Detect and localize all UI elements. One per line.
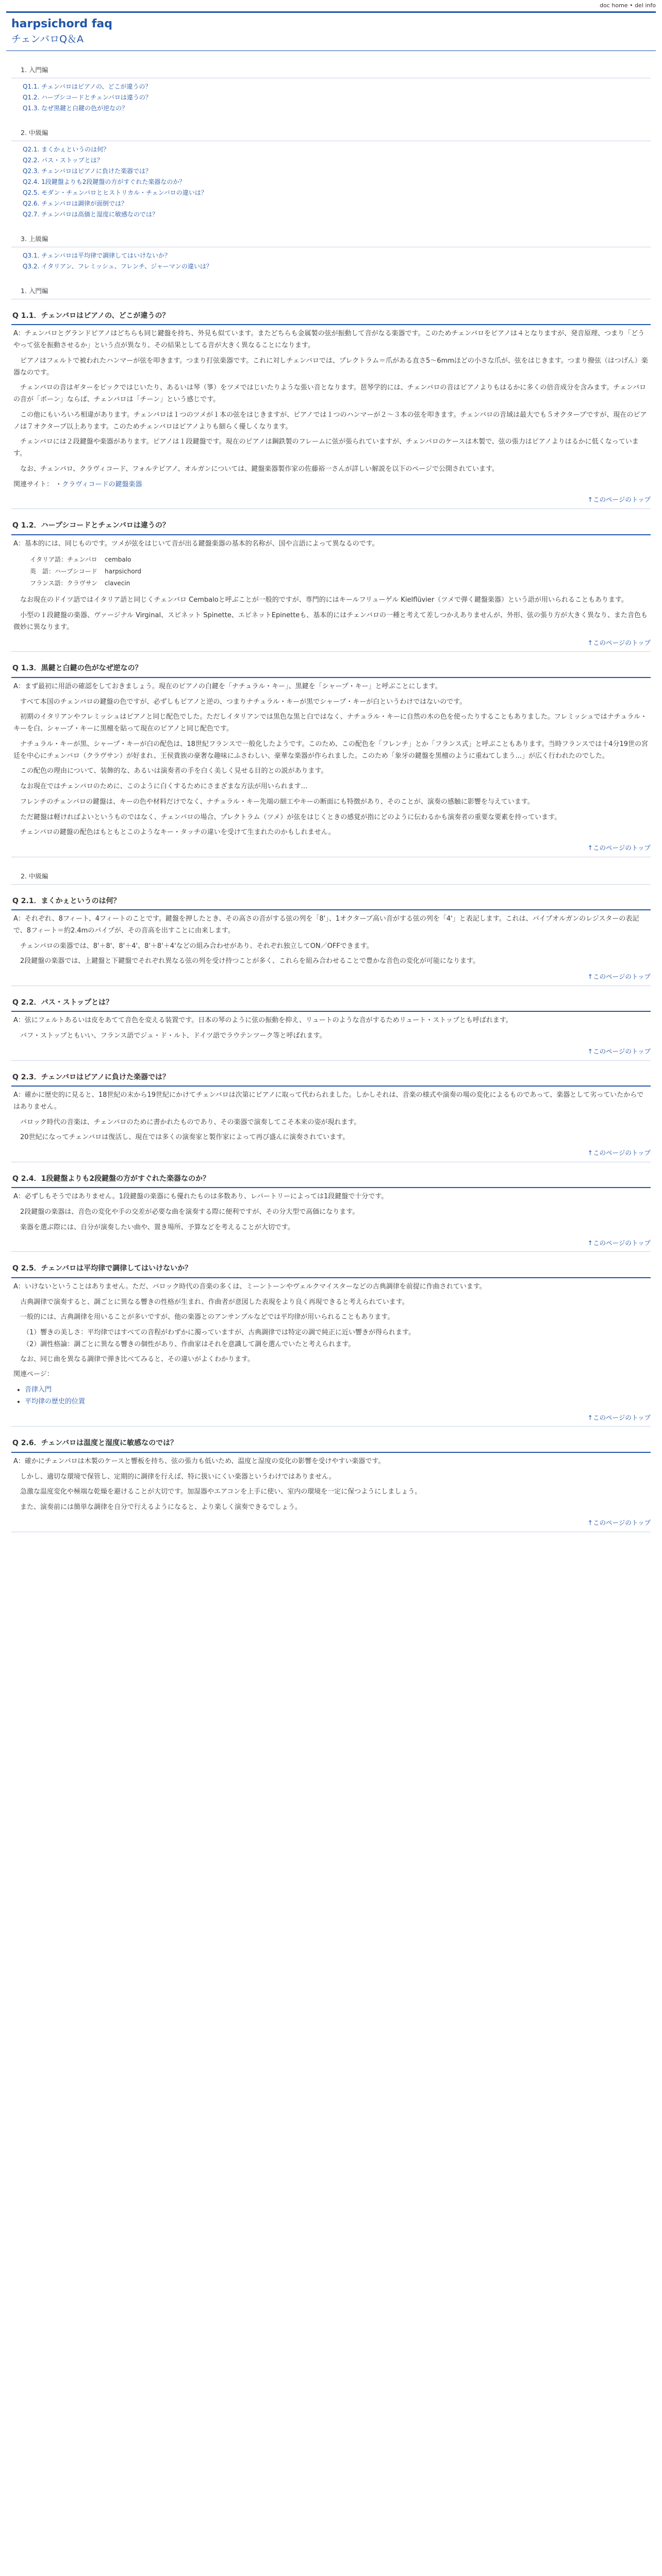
- question-block: [11, 1262, 651, 1427]
- answer-paragraph: しかし、適切な環境で保管し、定期的に調律を行えば、特に扱いにくい楽器というわけではありません。: [20, 1472, 336, 1481]
- to-top-link[interactable]: ↑このページのトップ: [587, 973, 651, 981]
- answer-paragraph: バフ・ストップともいい、フランス語でジュ・ド・ルト、ドイツ語でラウテンツーク等と呼ばれます。: [20, 1032, 326, 1040]
- answer-paragraph: また、演奏前には簡単な調律を自分で行えるようになると、より楽しく演奏できるでしょう。: [20, 1503, 302, 1512]
- list-item: （2）調性格論：調ごとに異なる響きの個性があり、作曲家はそれを意識して調を選んでいたと考えられます。: [23, 1340, 355, 1348]
- answer-paragraph: 20世紀になってチェンバロは復活し、現在では多くの演奏家と製作家によって再び盛んに演奏されています。: [20, 1133, 350, 1142]
- top-links: [0, 0, 662, 11]
- answer-paragraph: チェンバロの楽器では、8'＋8'、8'＋4'、8'＋8'＋4'などの組み合わせがあり、それぞれ独立してON／OFFできます。: [20, 942, 373, 950]
- answer-paragraph: なお、チェンバロ、クラヴィコード、フォルテピアノ、オルガンについては、鍵盤楽器製作家の佐藤裕一さんが詳しい解説を以下のページで公開されています。: [20, 465, 499, 473]
- toc-link[interactable]: Q2.3. チェンバロはピアノに負けた楽器では？: [23, 167, 152, 175]
- toc-section-2-heading: 2. 中級編: [11, 122, 651, 141]
- question-title: Q 1.1．チェンバロはピアノの、どこが違うの？: [11, 310, 651, 326]
- list-item: （1）響きの美しさ：平均律ではすべての音程がわずかに濁っていますが、古典調律では特定の調で純正に近い響きが得られます。: [23, 1329, 415, 1337]
- toc-link[interactable]: Q3.2. イタリアン、フレミッシュ、フレンチ、ジャーマンの違いは？: [23, 262, 212, 270]
- table-row: [30, 578, 148, 589]
- toc-list-2: [23, 144, 651, 220]
- doc-home-link[interactable]: doc home: [600, 2, 628, 9]
- answer-paragraph: なお、同じ曲を異なる調律で弾き比べてみると、その違いがよくわかります。: [20, 1355, 254, 1363]
- question-block: [11, 1071, 651, 1162]
- answer-paragraph: なお現在のドイツ語ではイタリア語と同じくチェンバロ Cembaloと呼ぶことが一般的ですが、専門的にはキールフリューゲル Kielflüvier（ツメで弾く鍵盤楽器）という語が用いられることもあります。: [20, 596, 628, 604]
- answer-body: [11, 678, 651, 839]
- bullet-icon: ・: [55, 480, 62, 488]
- to-top-link[interactable]: ↑このページのトップ: [587, 1149, 651, 1157]
- question-title: Q 2.3．チェンバロはピアノに負けた楽器では？: [11, 1071, 651, 1087]
- table-cell: harpsichord: [105, 568, 142, 575]
- list-item: [25, 1384, 649, 1396]
- answer-paragraph: A：弦にフェルトあるいは皮をあてて音色を変える装置です。日本の琴のように弦の振動を抑え、リュートのような音がするためリュート・ストップとも呼ばれます。: [13, 1016, 512, 1025]
- toc-link[interactable]: Q1.3. なぜ黒鍵と白鍵の色が逆なの？: [23, 105, 128, 112]
- answer-paragraph: 小型の１段鍵盤の楽器、ヴァージナル Virginal、スピネット Spinette、エピネットEpinetteも、基本的にはチェンバロの一種と考えて差しつかえありませんが、外形、弦の張り方が大きく異なり、また音色も微妙に異なります。: [13, 612, 648, 631]
- answer-paragraph: ただ鍵盤は軽ければよいというものではなく、チェンバロの場合、プレクトラム（ツメ）が弦をはじくときの感覚が指にどのように伝わるかも演奏者の重要な要素を持っています。: [20, 813, 561, 821]
- answer-paragraph: A：それぞれ、8フィート、4フィートのことです。鍵盤を押したとき、その高さの音がする弦の列を「8'」、1オクターブ高い音がする弦の列を「4'」と表記します。これは、パイプオルガンのレジスターの表記で、8フィート＝約2.4mのパイプが、その音高を出すことに由来します。: [13, 915, 639, 935]
- answer-body: [11, 1453, 651, 1514]
- related-link[interactable]: 音律入門: [25, 1386, 52, 1394]
- to-top-link[interactable]: ↑このページのトップ: [587, 844, 651, 852]
- answer-body: [11, 1012, 651, 1042]
- answer-paragraph: A：必ずしもそうではありません。1段鍵盤の楽器にも優れたものは多数あり、レパートリーによっては1段鍵盤で十分です。: [13, 1193, 388, 1201]
- question-block: [11, 1437, 651, 1532]
- question-block: [11, 519, 651, 652]
- answer-paragraph: フレンチのチェンバロの鍵盤は、キーの色や材料だけでなく、ナチュラル・キー先端の細工やキーの断面にも特徴があり、そのことが、演奏の感触に影響を与えています。: [20, 798, 534, 806]
- answer-paragraph: ピアノはフェルトで被われたハンマーが弦を叩きます。つまり打弦楽器です。これに対しチェンバロでは、プレクトラム＝爪がある直さ5～6mmほどの小さな爪が、弦をはじきます。つまり撥弦（はつげん）楽器なのです。: [13, 357, 648, 377]
- answer-body: [11, 1188, 651, 1233]
- table-cell: cembalo: [105, 556, 131, 564]
- toc-list-1: [23, 81, 651, 114]
- table-row: [30, 554, 148, 566]
- answer-paragraph: この他にもいろいろ相違があります。チェンバロは１つのツメが１本の弦をはじきますが、ピアノでは１つのハンマーが２～３本の弦を叩きます。チェンバロの音域は最大でも５オクターブですが、現在のピアノは７オクターブ以上あります。このためチェンバロはピアノよりも細らく優しくなります。: [13, 411, 647, 431]
- to-top-link[interactable]: ↑このページのトップ: [587, 496, 651, 504]
- to-top-row: [11, 637, 651, 652]
- to-top-link[interactable]: ↑このページのトップ: [587, 1239, 651, 1247]
- table-cell: フランス語：クラヴサン: [30, 580, 98, 587]
- toc-link[interactable]: Q2.2. パス・ストップとは？: [23, 157, 103, 164]
- to-top-link[interactable]: ↑このページのトップ: [587, 1413, 651, 1421]
- toc-list-3: [23, 250, 651, 272]
- to-top-row: [11, 1412, 651, 1427]
- reason-list: [23, 1327, 649, 1351]
- answer-paragraph: ナチュラル・キーが黒、シャープ・キーが白の配色は、18世紀フランスで一般化したようです。このため、この配色を「フレンチ」とか「フランス式」と呼ぶこともあります。当時フランスでは十4分19世の宮廷を中心にチェンバロ（クラヴサン）が好まれ、王侯貴族の豪奢な趣味にふさわしい、豪華な楽器が作られました。このため「象牙の鍵盤を黒檀のように重ねてしまう...」が広く行われたのでした。: [13, 740, 649, 760]
- answer-paragraph: A：確かに歴史的に見ると、18世紀の末から19世紀にかけてチェンバロは次第にピアノに取って代わられました。しかしそれは、音楽の様式や演奏の場の変化によるものであって、楽器として劣っていたからではありません。: [13, 1091, 644, 1111]
- answer-paragraph: 急激な温度変化や極端な乾燥を避けることが大切です。加湿器やエアコンを上手に使い、室内の環境を一定に保つようにしましょう。: [20, 1488, 422, 1496]
- related-label: 関連ページ：: [13, 1370, 54, 1379]
- to-top-row: [11, 1147, 651, 1162]
- answer-paragraph: A：いけないということはありません。ただ、バロック時代の音楽の多くは、ミーントーンやヴェルクマイスターなどの古典調律を前提に作曲されています。: [13, 1282, 486, 1291]
- to-top-link[interactable]: ↑このページのトップ: [587, 638, 651, 647]
- to-top-row: [11, 1238, 651, 1252]
- question-title: Q 2.2．パス・ストップとは？: [11, 996, 651, 1012]
- table-cell: 英 語：ハープシコード: [30, 568, 97, 575]
- toc-link[interactable]: Q2.4. 1段鍵盤よりも2段鍵盤の方がすぐれた楽器なのか？: [23, 178, 186, 186]
- answer-paragraph: チェンバロの鍵盤の配色はもともとこのようなキー・タッチの違いを受けて生まれたのかもしれません。: [20, 828, 335, 837]
- related-label: 関連サイト：: [13, 480, 54, 488]
- toc-link[interactable]: Q2.7. チェンバロは高価と湿度に敏感なのでは？: [23, 211, 158, 218]
- table-cell: イタリア語：チェンバロ: [30, 556, 97, 564]
- table-cell: clavecin: [105, 580, 130, 587]
- answer-paragraph: バロック時代の音楽は、チェンバロのために書かれたものであり、その楽器で演奏してこそ本来の姿が現れます。: [20, 1118, 361, 1126]
- answer-paragraph: A：基本的には、同じものです。ツメが弦をはじいて音が出る鍵盤楽器の基本的名称が、国や言語によって異なるのです。: [13, 539, 379, 548]
- toc-link[interactable]: Q3.1. チェンバロは平均律で調律してはいけないか？: [23, 251, 171, 259]
- answer-paragraph: チェンバロの音はギターをピックではじいたり、あるいは琴（箏）をツメではじいたりような張い音となります。琶琴学的には、チェンバロの音はピアノよりもはるかに多くの倍音成分を含みます。チェンバロの音が「ボーン」ならば、チェンバロは「チーン」という感じです。: [13, 384, 647, 404]
- to-top-row: [11, 842, 651, 857]
- related-link[interactable]: 平均律の歴史的位置: [25, 1397, 86, 1405]
- answer-paragraph: 2段鍵盤の楽器は、音色の変化や手の交差が必要な曲を演奏する際に便利ですが、その分大型で高価になります。: [20, 1208, 359, 1216]
- answer-paragraph: 初期のイタリアンやフレミッシュはピアノと同じ配色でした。ただしイタリアンでは黒色な黒と白ではなく、ナチュラル・キーに自然の木の色を使ったりすることもありました。フレミッシュではナチュラル・キーを白、シャープ・キーに黒檀を貼って現在のピアノと同じ配色です。: [13, 713, 648, 733]
- toc-section-3-heading: 3. 上級編: [11, 228, 651, 247]
- section-2-heading: 2. 中級編: [11, 866, 651, 885]
- answer-paragraph: すべて本国のチェンバロの鍵盤の色ですが、必ずしもピアノと逆の、つまりナチュラル・キーが黒でシャープ・キーが白というわけではないのです。: [20, 698, 467, 706]
- page-header: [6, 11, 656, 51]
- del-info-link[interactable]: del info: [635, 2, 656, 9]
- question-block: [11, 662, 651, 857]
- to-top-row: [11, 971, 651, 986]
- answer-paragraph: A：チェンバロとグランドピアノはどちらも同じ鍵盤を持ち、外見も似ています。またどちらも金属製の弦が振動して音がなる楽器です。このためチェンバロをピアノは４となりますが、発音原理、つまり「どうやって弦を振動させるか」という点が異なり、その結果としてる音が大きく異なることになります。: [13, 330, 645, 350]
- answer-paragraph: この配色の理由について、装飾的な、あるいは演奏者の手を白く美しく見せる目的との説があります。: [20, 767, 328, 775]
- question-title: Q 2.1．まくかぇというのは何？: [11, 895, 651, 911]
- answer-body: [11, 325, 651, 490]
- to-top-link[interactable]: ↑このページのトップ: [587, 1047, 651, 1055]
- question-title: Q 2.4．1段鍵盤よりも2段鍵盤の方がすぐれた楽器なのか？: [11, 1173, 651, 1189]
- site-title: harpsichord faq: [11, 18, 112, 30]
- section-1-heading: 1. 入門編: [11, 280, 651, 299]
- top-sep: •: [630, 2, 633, 9]
- answer-paragraph: チェンバロには２段鍵盤や楽器があります。ピアノは１段鍵盤です。現在のピアノは鋼鉄製のフレームに弦が張られていますが、チェンバロのケースは木製で、弦の張力はピアノよりはるかに低くなっています。: [13, 438, 639, 458]
- to-top-row: [11, 1046, 651, 1061]
- answer-paragraph: 古典調律で演奏すると、調ごとに異なる響きの性格が生まれ、作曲者が意図した表現をより良く再現できると考えられています。: [20, 1298, 409, 1306]
- answer-paragraph: A：まず最初に用語の確認をしておきましょう。現在のピアノの白鍵を「ナチュラル・キー」、黒鍵を「シャープ・キー」と呼ぶことにします。: [13, 682, 442, 690]
- main-content: [6, 59, 656, 1532]
- related-site: [13, 479, 649, 491]
- question-block: [11, 895, 651, 986]
- toc-link[interactable]: Q1.2. ハープシコードとチェンバロは違うの？: [23, 94, 152, 101]
- name-table: [30, 554, 148, 589]
- answer-paragraph: なお現在ではチェンバロのために、このように白くするためにさまざまな方法が用いられます...: [20, 783, 308, 791]
- page-title: チェンバロQ＆A: [11, 33, 84, 45]
- answer-paragraph: 一般的には、古典調律を用いることが多いですが、他の楽器とのアンサンブルなどでは平均律が用いられることもあります。: [20, 1313, 394, 1321]
- answer-paragraph: 2段鍵盤の楽器では、上鍵盤と下鍵盤でそれぞれ異なる弦の列を受け持つことが多く、これらを組み合わせることで豊かな音色の変化が可能になります。: [20, 957, 479, 965]
- answer-body: [11, 910, 651, 968]
- table-row: [30, 566, 148, 578]
- toc-link[interactable]: Q1.1. チェンバロはピアノの、どこが違うの？: [23, 83, 152, 91]
- to-top-link[interactable]: ↑このページのトップ: [587, 1518, 651, 1527]
- list-item: [25, 1396, 649, 1408]
- to-top-row: [11, 494, 651, 509]
- toc-section-1-heading: 1. 入門編: [11, 59, 651, 78]
- answer-paragraph: 楽器を選ぶ際には、自分が演奏したい曲や、置き場所、予算などを考えることが大切です。: [20, 1223, 294, 1231]
- question-title: Q 1.2．ハープシコードとチェンバロは違うの？: [11, 519, 651, 535]
- question-title: Q 1.3．黒鍵と白鍵の色がなぜ逆なの？: [11, 662, 651, 678]
- question-block: [11, 1173, 651, 1252]
- answer-body: [11, 1087, 651, 1144]
- answer-body: [11, 535, 651, 634]
- related-links: [25, 1384, 649, 1408]
- toc-link[interactable]: Q2.5. モダン・チェンバロとヒストリカル・チェンバロの違いは？: [23, 189, 207, 197]
- toc-link[interactable]: Q2.6. チェンバロは調律が面倒では？: [23, 200, 127, 208]
- toc-link[interactable]: Q2.1. まくかぇというのは何？: [23, 146, 110, 154]
- to-top-row: [11, 1517, 651, 1532]
- related-link[interactable]: クラヴィコードの鍵盤楽器: [62, 480, 142, 488]
- question-block: [11, 996, 651, 1061]
- question-title: Q 2.5．チェンバロは平均律で調律してはいけないか？: [11, 1262, 651, 1278]
- question-title: Q 2.6．チェンバロは温度と湿度に敏感なのでは？: [11, 1437, 651, 1453]
- answer-body: [11, 1278, 651, 1408]
- answer-paragraph: A：確かにチェンバロは木製のケースと響板を持ち、弦の張力も低いため、温度と湿度の変化の影響を受けやすい楽器です。: [13, 1457, 385, 1465]
- question-block: [11, 310, 651, 509]
